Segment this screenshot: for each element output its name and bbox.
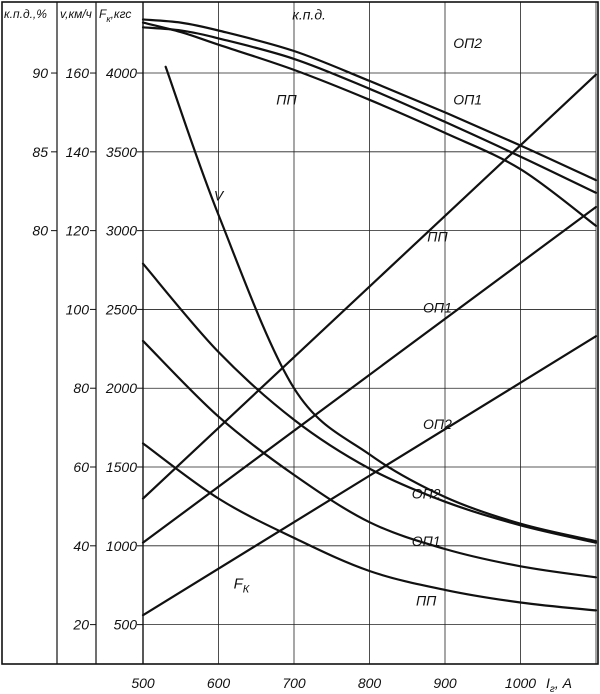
force-tick-label: 1500 [105, 459, 137, 476]
curve-label-symbol: F [233, 575, 243, 593]
x-axis-symbol: I [546, 675, 550, 691]
speed-tick-label: 120 [65, 222, 89, 239]
curve-label: ОП2 [423, 416, 452, 433]
curve-label: ОП2 [453, 34, 483, 51]
curve-label-subscript: К [242, 583, 250, 596]
x-tick-label: 500 [131, 675, 155, 691]
force-tick-label: 2000 [105, 380, 137, 397]
curve-label [234, 575, 250, 595]
speed-tick-label: 20 [73, 616, 89, 633]
x-tick-label: 600 [206, 675, 231, 691]
efficiency-tick-label: 90 [32, 65, 48, 82]
curve-label: ОП2 [411, 485, 441, 502]
x-tick-label: 900 [433, 675, 457, 691]
force-tick-label: 3000 [105, 222, 137, 239]
speed-tick-label: 160 [65, 65, 89, 82]
force-tick-label: 3500 [105, 143, 137, 160]
x-tick-label: 700 [282, 675, 306, 691]
force-axis-subscript: к [106, 14, 111, 24]
curve-label: ОП1 [411, 532, 441, 549]
x-axis-unit: , А [554, 675, 572, 691]
x-tick-label: 800 [357, 675, 382, 691]
curve-label: ПП [427, 228, 448, 245]
curve-label: к.п.д. [292, 6, 326, 23]
curve-label: V [213, 187, 224, 204]
force-axis-symbol: F [99, 7, 107, 21]
speed-tick-label: 80 [73, 380, 89, 397]
force-tick-label: 1000 [105, 537, 137, 554]
x-axis-title [546, 675, 572, 694]
efficiency-tick-label: 80 [32, 222, 48, 239]
efficiency-axis-title: к.п.д.,% [4, 7, 47, 21]
efficiency-tick-label: 85 [32, 143, 48, 160]
grid [143, 2, 596, 664]
curve-label: ПП [415, 592, 437, 609]
speed-tick-label: 100 [65, 301, 89, 318]
speed-axis-title: v,км/ч [60, 7, 92, 21]
x-tick-label: 1000 [504, 675, 537, 691]
speed-tick-label: 40 [73, 537, 89, 554]
x-axis-subscript: г [549, 684, 555, 694]
force-axis-title [99, 7, 131, 24]
force-tick-label: 2500 [105, 301, 137, 318]
curve-label: ПП [276, 91, 297, 108]
curve-label: ОП1 [423, 299, 452, 316]
speed-tick-label: 140 [65, 143, 89, 160]
force-axis-unit: ,кгс [110, 7, 132, 21]
curve-label: ОП1 [453, 91, 483, 108]
axes [2, 2, 598, 694]
force-tick-label: 4000 [105, 65, 137, 82]
speed-tick-label: 60 [73, 459, 89, 476]
force-tick-label: 500 [113, 616, 137, 633]
